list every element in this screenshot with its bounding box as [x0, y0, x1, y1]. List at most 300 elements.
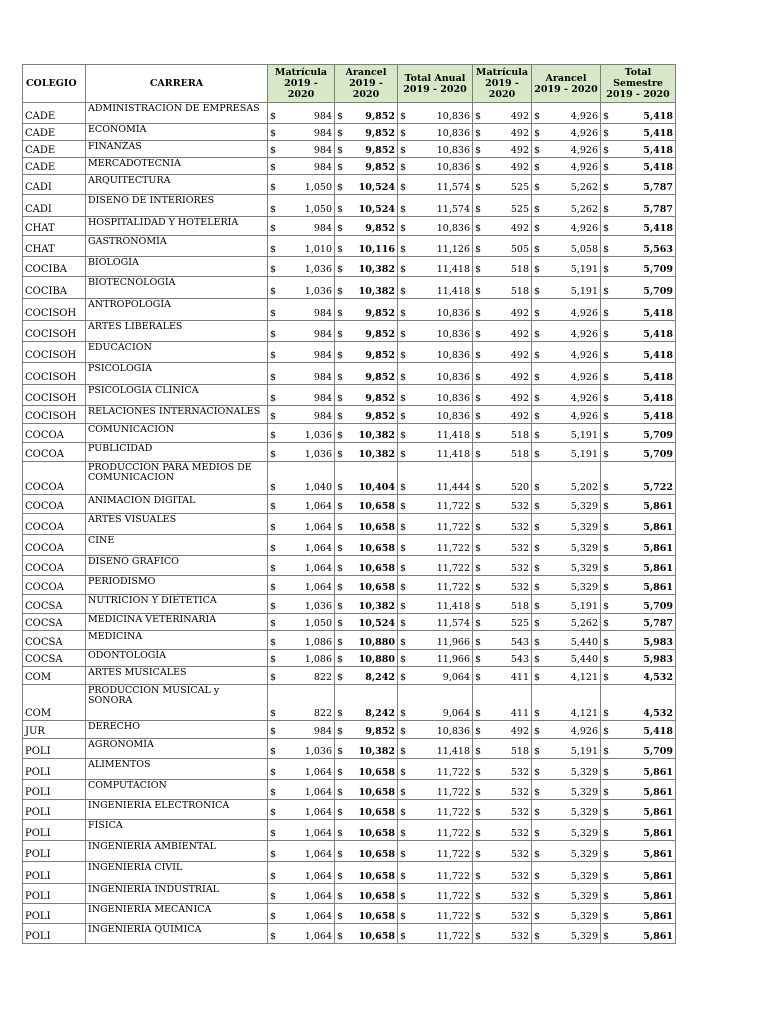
cell-total-anual [398, 299, 473, 321]
currency-symbol: $ [337, 111, 344, 122]
amount-value: 5,202 [570, 482, 598, 493]
table-row [23, 780, 676, 800]
currency-symbol: $ [400, 563, 407, 574]
amount-value: 11,418 [436, 430, 470, 441]
currency-symbol: $ [337, 601, 344, 612]
header-arancel: Arancel 2019 - 2020 [335, 65, 398, 103]
currency-symbol: $ [400, 111, 407, 122]
currency-symbol: $ [270, 746, 277, 757]
amount-value: 411 [510, 708, 529, 719]
cell-total-semestre [601, 924, 676, 944]
cell-matricula [268, 443, 335, 462]
currency-symbol: $ [270, 430, 277, 441]
amount-value: 10,836 [436, 128, 470, 139]
table-row [23, 217, 676, 236]
cell-total-semestre [601, 884, 676, 904]
amount-value: 520 [510, 482, 529, 493]
amount-value: 984 [313, 329, 332, 340]
cell-arancel [335, 195, 398, 217]
currency-symbol: $ [337, 430, 344, 441]
cell-arancel-semestre [532, 141, 601, 158]
amount-value: 4,532 [643, 672, 673, 683]
amount-value: 5,983 [643, 637, 673, 648]
amount-value: 11,418 [436, 286, 470, 297]
currency-symbol: $ [270, 449, 277, 460]
currency-symbol: $ [603, 329, 610, 340]
currency-symbol: $ [475, 308, 482, 319]
amount-value: 1,064 [304, 891, 332, 902]
amount-value: 1,010 [304, 244, 332, 255]
amount-value: 5,329 [570, 871, 598, 882]
cell-arancel-semestre [532, 614, 601, 631]
currency-symbol: $ [400, 430, 407, 441]
currency-symbol: $ [603, 162, 610, 173]
cell-carrera: DISEÑO DE INTERIORES [86, 195, 268, 217]
cell-total-anual [398, 406, 473, 424]
amount-value: 5,191 [570, 746, 598, 757]
currency-symbol: $ [475, 393, 482, 404]
amount-value: 5,418 [643, 726, 673, 737]
amount-value: 9,852 [365, 145, 395, 156]
cell-matricula-semestre [473, 462, 532, 495]
cell-matricula-semestre [473, 124, 532, 141]
cell-total-semestre [601, 363, 676, 385]
amount-value: 1,064 [304, 931, 332, 942]
cell-carrera: ARTES VISUALES [86, 514, 268, 535]
cell-matricula [268, 321, 335, 342]
amount-value: 11,444 [436, 482, 470, 493]
amount-value: 11,722 [436, 807, 470, 818]
amount-value: 11,722 [436, 787, 470, 798]
currency-symbol: $ [337, 449, 344, 460]
cell-total-anual [398, 236, 473, 257]
cell-matricula [268, 257, 335, 277]
currency-symbol: $ [400, 350, 407, 361]
cell-matricula [268, 721, 335, 739]
cell-arancel [335, 141, 398, 158]
cell-total-anual [398, 175, 473, 195]
cell-total-anual [398, 667, 473, 685]
cell-total-semestre [601, 820, 676, 841]
amount-value: 5,418 [643, 162, 673, 173]
amount-value: 984 [313, 393, 332, 404]
currency-symbol: $ [400, 828, 407, 839]
cell-total-semestre [601, 576, 676, 595]
currency-symbol: $ [270, 849, 277, 860]
amount-value: 10,382 [358, 601, 395, 612]
amount-value: 492 [510, 223, 529, 234]
cell-arancel-semestre [532, 217, 601, 236]
currency-symbol: $ [400, 162, 407, 173]
cell-matricula-semestre [473, 195, 532, 217]
amount-value: 1,050 [304, 618, 332, 629]
currency-symbol: $ [534, 350, 541, 361]
cell-arancel-semestre [532, 195, 601, 217]
currency-symbol: $ [270, 654, 277, 665]
cell-total-anual [398, 595, 473, 614]
currency-symbol: $ [400, 618, 407, 629]
table-row [23, 535, 676, 556]
cell-matricula [268, 158, 335, 175]
cell-colegio: COCIBA [23, 257, 86, 277]
amount-value: 5,709 [643, 264, 673, 275]
table-row [23, 141, 676, 158]
currency-symbol: $ [337, 807, 344, 818]
cell-colegio: COCISOH [23, 299, 86, 321]
cell-arancel [335, 385, 398, 406]
cell-matricula [268, 862, 335, 884]
currency-symbol: $ [603, 111, 610, 122]
cell-total-anual [398, 631, 473, 650]
currency-symbol: $ [337, 182, 344, 193]
currency-symbol: $ [603, 182, 610, 193]
currency-symbol: $ [603, 522, 610, 533]
cell-matricula-semestre [473, 385, 532, 406]
cell-total-anual [398, 884, 473, 904]
table-row [23, 614, 676, 631]
table-row [23, 195, 676, 217]
currency-symbol: $ [400, 654, 407, 665]
cell-arancel-semestre [532, 924, 601, 944]
cell-matricula-semestre [473, 595, 532, 614]
currency-symbol: $ [534, 449, 541, 460]
currency-symbol: $ [603, 286, 610, 297]
currency-symbol: $ [337, 145, 344, 156]
currency-symbol: $ [603, 204, 610, 215]
cell-matricula-semestre [473, 556, 532, 576]
amount-value: 11,418 [436, 449, 470, 460]
cell-colegio: CADE [23, 103, 86, 124]
cell-carrera: BIOLOGÍA [86, 257, 268, 277]
amount-value: 10,658 [358, 522, 395, 533]
cell-arancel-semestre [532, 299, 601, 321]
amount-value: 10,382 [358, 430, 395, 441]
currency-symbol: $ [603, 350, 610, 361]
cell-total-semestre [601, 277, 676, 299]
cell-carrera: BIOTECNOLOGÍA [86, 277, 268, 299]
cell-arancel-semestre [532, 862, 601, 884]
cell-total-anual [398, 195, 473, 217]
amount-value: 1,086 [304, 637, 332, 648]
currency-symbol: $ [534, 582, 541, 593]
amount-value: 5,861 [643, 543, 673, 554]
cell-carrera: CINE [86, 535, 268, 556]
cell-arancel [335, 862, 398, 884]
cell-total-semestre [601, 175, 676, 195]
amount-value: 492 [510, 111, 529, 122]
cell-arancel-semestre [532, 103, 601, 124]
currency-symbol: $ [475, 582, 482, 593]
cell-matricula-semestre [473, 862, 532, 884]
currency-symbol: $ [337, 654, 344, 665]
currency-symbol: $ [475, 128, 482, 139]
currency-symbol: $ [475, 286, 482, 297]
amount-value: 4,926 [570, 162, 598, 173]
cell-arancel-semestre [532, 904, 601, 924]
amount-value: 525 [510, 618, 529, 629]
cell-total-semestre [601, 631, 676, 650]
currency-symbol: $ [270, 891, 277, 902]
cell-arancel-semestre [532, 495, 601, 514]
amount-value: 11,722 [436, 582, 470, 593]
cell-carrera: HOSPITALIDAD Y HOTELERÍA [86, 217, 268, 236]
currency-symbol: $ [534, 726, 541, 737]
currency-symbol: $ [475, 849, 482, 860]
amount-value: 11,722 [436, 911, 470, 922]
cell-matricula-semestre [473, 759, 532, 780]
cell-colegio: POLI [23, 820, 86, 841]
cell-colegio: POLI [23, 759, 86, 780]
cell-colegio: COCISOH [23, 385, 86, 406]
cell-colegio: POLI [23, 800, 86, 820]
table-row [23, 175, 676, 195]
cell-arancel-semestre [532, 820, 601, 841]
currency-symbol: $ [270, 522, 277, 533]
amount-value: 10,836 [436, 111, 470, 122]
currency-symbol: $ [534, 563, 541, 574]
currency-symbol: $ [270, 767, 277, 778]
cell-arancel-semestre [532, 342, 601, 363]
currency-symbol: $ [475, 264, 482, 275]
table-row [23, 631, 676, 650]
amount-value: 5,329 [570, 931, 598, 942]
currency-symbol: $ [400, 807, 407, 818]
amount-value: 10,658 [358, 849, 395, 860]
amount-value: 10,658 [358, 807, 395, 818]
table-row [23, 321, 676, 342]
currency-symbol: $ [475, 482, 482, 493]
cell-total-anual [398, 862, 473, 884]
cell-total-semestre [601, 299, 676, 321]
amount-value: 1,064 [304, 871, 332, 882]
cell-arancel-semestre [532, 514, 601, 535]
amount-value: 11,722 [436, 849, 470, 860]
currency-symbol: $ [270, 244, 277, 255]
currency-symbol: $ [270, 582, 277, 593]
amount-value: 1,064 [304, 501, 332, 512]
amount-value: 984 [313, 726, 332, 737]
cell-matricula [268, 904, 335, 924]
currency-symbol: $ [603, 482, 610, 493]
cell-total-semestre [601, 236, 676, 257]
amount-value: 8,242 [365, 672, 395, 683]
table-row [23, 759, 676, 780]
amount-value: 5,418 [643, 372, 673, 383]
cell-total-semestre [601, 257, 676, 277]
cell-carrera: ECONOMÍA [86, 124, 268, 141]
cell-total-semestre [601, 739, 676, 759]
currency-symbol: $ [603, 128, 610, 139]
amount-value: 822 [313, 708, 332, 719]
amount-value: 5,861 [643, 501, 673, 512]
cell-matricula-semestre [473, 780, 532, 800]
amount-value: 5,329 [570, 767, 598, 778]
amount-value: 1,036 [304, 286, 332, 297]
cell-colegio: COCISOH [23, 363, 86, 385]
cell-matricula [268, 924, 335, 944]
cell-colegio: COCOA [23, 576, 86, 595]
cell-arancel [335, 841, 398, 862]
currency-symbol: $ [337, 522, 344, 533]
cell-total-semestre [601, 495, 676, 514]
currency-symbol: $ [475, 145, 482, 156]
cell-matricula [268, 535, 335, 556]
amount-value: 10,382 [358, 746, 395, 757]
currency-symbol: $ [603, 449, 610, 460]
cell-carrera: COMUNICACIÓN [86, 424, 268, 443]
cell-arancel-semestre [532, 667, 601, 685]
amount-value: 4,121 [570, 672, 598, 683]
amount-value: 5,861 [643, 911, 673, 922]
currency-symbol: $ [270, 618, 277, 629]
amount-value: 532 [510, 787, 529, 798]
cell-matricula [268, 141, 335, 158]
amount-value: 5,329 [570, 582, 598, 593]
amount-value: 532 [510, 871, 529, 882]
cell-total-semestre [601, 595, 676, 614]
cell-carrera: INGENIERÍA INDUSTRIAL [86, 884, 268, 904]
cell-matricula-semestre [473, 158, 532, 175]
cell-total-anual [398, 385, 473, 406]
header-matricula-semestre: Matrícula 2019 - 2020 [473, 65, 532, 103]
currency-symbol: $ [603, 223, 610, 234]
cell-carrera: ARTES LIBERALES [86, 321, 268, 342]
currency-symbol: $ [270, 182, 277, 193]
currency-symbol: $ [603, 563, 610, 574]
header-total-anual: Total Anual 2019 - 2020 [398, 65, 473, 103]
currency-symbol: $ [337, 871, 344, 882]
cell-total-semestre [601, 650, 676, 667]
cell-total-anual [398, 363, 473, 385]
cell-arancel-semestre [532, 257, 601, 277]
amount-value: 10,658 [358, 543, 395, 554]
amount-value: 1,036 [304, 449, 332, 460]
amount-value: 1,036 [304, 746, 332, 757]
cell-total-semestre [601, 141, 676, 158]
cell-matricula-semestre [473, 257, 532, 277]
currency-symbol: $ [534, 849, 541, 860]
currency-symbol: $ [270, 393, 277, 404]
cell-matricula [268, 841, 335, 862]
amount-value: 1,064 [304, 767, 332, 778]
currency-symbol: $ [603, 807, 610, 818]
cell-colegio: COCOA [23, 424, 86, 443]
currency-symbol: $ [270, 501, 277, 512]
cell-total-semestre [601, 158, 676, 175]
amount-value: 10,382 [358, 286, 395, 297]
cell-colegio: POLI [23, 884, 86, 904]
amount-value: 5,787 [643, 182, 673, 193]
amount-value: 5,418 [643, 111, 673, 122]
amount-value: 5,418 [643, 350, 673, 361]
amount-value: 5,709 [643, 746, 673, 757]
amount-value: 518 [510, 286, 529, 297]
cell-colegio: COCOA [23, 535, 86, 556]
cell-total-semestre [601, 124, 676, 141]
cell-colegio: CADE [23, 141, 86, 158]
currency-symbol: $ [337, 204, 344, 215]
amount-value: 5,861 [643, 871, 673, 882]
cell-carrera: PSICOLOGÍA [86, 363, 268, 385]
cell-carrera: ADMINISTRACIÓN DE EMPRESAS [86, 103, 268, 124]
currency-symbol: $ [534, 637, 541, 648]
amount-value: 11,418 [436, 601, 470, 612]
cell-total-anual [398, 721, 473, 739]
amount-value: 11,418 [436, 264, 470, 275]
currency-symbol: $ [400, 308, 407, 319]
currency-symbol: $ [337, 162, 344, 173]
cell-total-anual [398, 759, 473, 780]
cell-matricula-semestre [473, 667, 532, 685]
amount-value: 11,722 [436, 871, 470, 882]
cell-matricula-semestre [473, 924, 532, 944]
currency-symbol: $ [337, 767, 344, 778]
cell-total-anual [398, 424, 473, 443]
amount-value: 10,524 [358, 618, 395, 629]
currency-symbol: $ [534, 654, 541, 665]
cell-carrera: ODONTOLOGÍA [86, 650, 268, 667]
currency-symbol: $ [270, 145, 277, 156]
cell-arancel [335, 236, 398, 257]
cell-total-anual [398, 217, 473, 236]
cell-arancel [335, 556, 398, 576]
cell-arancel [335, 667, 398, 685]
amount-value: 1,064 [304, 911, 332, 922]
cell-matricula-semestre [473, 614, 532, 631]
table-row [23, 820, 676, 841]
amount-value: 1,050 [304, 182, 332, 193]
cell-colegio: CADE [23, 124, 86, 141]
cell-carrera: GASTRONOMÍA [86, 236, 268, 257]
table-row [23, 862, 676, 884]
table-row [23, 514, 676, 535]
currency-symbol: $ [603, 828, 610, 839]
cell-matricula [268, 685, 335, 721]
amount-value: 984 [313, 350, 332, 361]
currency-symbol: $ [270, 482, 277, 493]
amount-value: 518 [510, 264, 529, 275]
cell-carrera: INGENIERÍA ELECTRÓNICA [86, 800, 268, 820]
currency-symbol: $ [603, 911, 610, 922]
amount-value: 11,574 [436, 618, 470, 629]
cell-colegio: CHAT [23, 236, 86, 257]
currency-symbol: $ [270, 128, 277, 139]
amount-value: 1,064 [304, 563, 332, 574]
amount-value: 10,836 [436, 329, 470, 340]
currency-symbol: $ [475, 522, 482, 533]
amount-value: 10,658 [358, 891, 395, 902]
currency-symbol: $ [534, 787, 541, 798]
amount-value: 9,852 [365, 350, 395, 361]
amount-value: 9,852 [365, 162, 395, 173]
currency-symbol: $ [603, 430, 610, 441]
amount-value: 5,861 [643, 931, 673, 942]
table-row [23, 721, 676, 739]
amount-value: 492 [510, 308, 529, 319]
cell-matricula-semestre [473, 535, 532, 556]
cell-matricula-semestre [473, 631, 532, 650]
table-row [23, 236, 676, 257]
cell-total-anual [398, 141, 473, 158]
cell-matricula [268, 424, 335, 443]
currency-symbol: $ [400, 223, 407, 234]
currency-symbol: $ [475, 350, 482, 361]
currency-symbol: $ [534, 430, 541, 441]
cell-total-anual [398, 158, 473, 175]
amount-value: 11,722 [436, 767, 470, 778]
currency-symbol: $ [337, 746, 344, 757]
cell-total-anual [398, 462, 473, 495]
